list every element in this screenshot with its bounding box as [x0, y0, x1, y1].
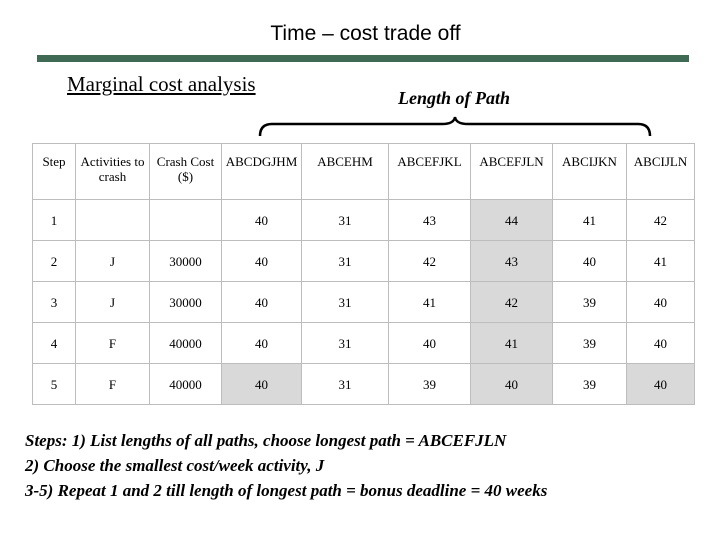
table-cell: 40 [627, 364, 695, 405]
path-group-label: Length of Path [398, 88, 511, 108]
slide-title: Time – cost trade off [270, 22, 461, 45]
table-cell: 41 [471, 323, 553, 364]
table-cell: 30000 [150, 282, 222, 323]
table-row [33, 323, 695, 364]
step-line-1: Steps: 1) List lengths of all paths, choose longest path = ABCEFJLN [25, 431, 507, 450]
table-cell: 40 [222, 241, 302, 282]
table-cell: 41 [389, 282, 471, 323]
marginal-cost-table [32, 143, 695, 405]
table-cell [150, 200, 222, 241]
table-row [33, 241, 695, 282]
table-cell: J [76, 282, 150, 323]
table-cell: F [76, 364, 150, 405]
table-cell: 41 [553, 200, 627, 241]
table-header-row [33, 144, 695, 200]
table-cell: 40 [553, 241, 627, 282]
header-cell: Activities to crash [76, 144, 150, 200]
table-cell: 40 [389, 323, 471, 364]
table-cell: 40 [471, 364, 553, 405]
table-cell: 31 [302, 364, 389, 405]
header-cell: ABCEHM [302, 144, 389, 200]
table-cell: 42 [389, 241, 471, 282]
header-cell: Crash Cost ($) [150, 144, 222, 200]
title-divider [37, 55, 689, 62]
table-cell: 39 [389, 364, 471, 405]
table-cell: 40 [222, 282, 302, 323]
table-cell: 40 [627, 282, 695, 323]
table-cell: 39 [553, 323, 627, 364]
header-cell: ABCIJLN [627, 144, 695, 200]
table-cell: 44 [471, 200, 553, 241]
header-cell: ABCEFJLN [471, 144, 553, 200]
table-cell: 40000 [150, 364, 222, 405]
table-cell [76, 200, 150, 241]
table-cell: 3 [33, 282, 76, 323]
table-row [33, 200, 695, 241]
header-cell: ABCDGJHM [222, 144, 302, 200]
section-subtitle: Marginal cost analysis [67, 72, 256, 96]
step-line-3: 3-5) Repeat 1 and 2 till length of longest path = bonus deadline = 40 weeks [25, 481, 548, 500]
table-cell: 41 [627, 241, 695, 282]
header-cell: Step [33, 144, 76, 200]
header-cell: ABCIJKN [553, 144, 627, 200]
table-cell: 31 [302, 282, 389, 323]
table-cell: 40 [222, 323, 302, 364]
steps-instructions [25, 428, 547, 503]
table-cell: 43 [471, 241, 553, 282]
table-cell: 31 [302, 200, 389, 241]
table-cell: 1 [33, 200, 76, 241]
table-cell: 5 [33, 364, 76, 405]
header-cell: ABCEFJKL [389, 144, 471, 200]
table-cell: 39 [553, 364, 627, 405]
table-row [33, 364, 695, 405]
table-cell: 4 [33, 323, 76, 364]
table-cell: 40 [222, 200, 302, 241]
table-cell: 31 [302, 241, 389, 282]
table-cell: 42 [471, 282, 553, 323]
table-cell: 40 [222, 364, 302, 405]
table-cell: F [76, 323, 150, 364]
table-cell: J [76, 241, 150, 282]
table-cell: 42 [627, 200, 695, 241]
table-cell: 43 [389, 200, 471, 241]
table-row [33, 282, 695, 323]
path-brace [258, 116, 652, 138]
table-cell: 31 [302, 323, 389, 364]
table-cell: 40000 [150, 323, 222, 364]
table-cell: 2 [33, 241, 76, 282]
step-line-2: 2) Choose the smallest cost/week activity, J [25, 456, 325, 475]
table-cell: 40 [627, 323, 695, 364]
table-cell: 39 [553, 282, 627, 323]
table-cell: 30000 [150, 241, 222, 282]
